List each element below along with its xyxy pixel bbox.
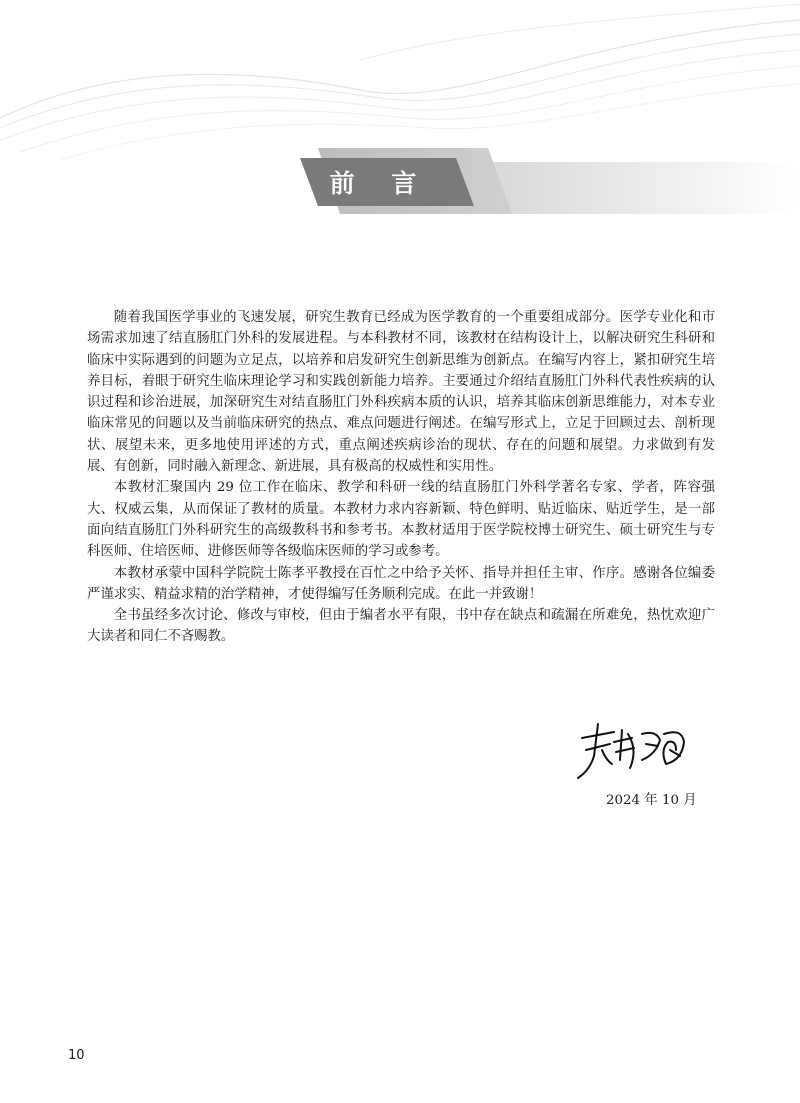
page-number: 10: [68, 1048, 85, 1063]
page-title: 前 言: [329, 169, 431, 198]
paragraph: 随着我国医学事业的飞速发展，研究生教育已经成为医学教育的一个重要组成部分。医学专业化和市场需求加速了结直肠肛门外科的发展进程。与本科教材不同，该教材在结构设计上，以解决研究生科研和临床中实际遇到的问题为立足点，以培养和启发研究生创新思维为创新点。在编写内容上，紧扣研究生培养目标，着眼于研究生临床理论学习和实践创新能力培养。主要通过介绍结直肠肛门外科代表性疾病的认识过程和诊治进展，加深研究生对结直肠肛门外科疾病本质的认识，培养其临床创新思维能力，对本专业临床常见的问题以及当前临床研究的热点、难点问题进行阐述。在编写形式上，立足于回顾过去、剖析现状、展望未来，更多地使用评述的方式，重点阐述疾病诊治的现状、存在的问题和展望。力求做到有发展、有创新，同时融入新理念、新进展，具有极高的权威性和实用性。: [87, 310, 715, 475]
handwritten-signature: [572, 720, 692, 782]
title-banner: [0, 0, 800, 230]
paragraph: 全书虽经多次讨论、修改与审校，但由于编者水平有限，书中存在缺点和疏漏在所难免，热忱欢迎广大读者和同仁不吝赐教。: [87, 608, 715, 645]
paragraph: 本教材汇聚国内 29 位工作在临床、教学和科研一线的结直肠肛门外科学著名专家、学者，阵容强大、权威云集，从而保证了教材的质量。本教材力求内容新颖、特色鲜明、贴近临床、贴近学生，是一部面向结直肠肛门外科研究生的高级教科书和参考书。本教材适用于医学院校博士研究生、硕士研究生与专科医师、住培医师、进修医师等各级临床医师的学习或参考。: [87, 480, 715, 560]
date: 2024 年 10 月: [606, 793, 697, 808]
preface-body: [87, 307, 715, 648]
paragraph: 本教材承蒙中国科学院院士陈孝平教授在百忙之中给予关怀、指导并担任主审、作序。感谢各位编委严谨求实、精益求精的治学精神，才使得编写任务顺利完成。在此一并致谢！: [87, 565, 715, 602]
